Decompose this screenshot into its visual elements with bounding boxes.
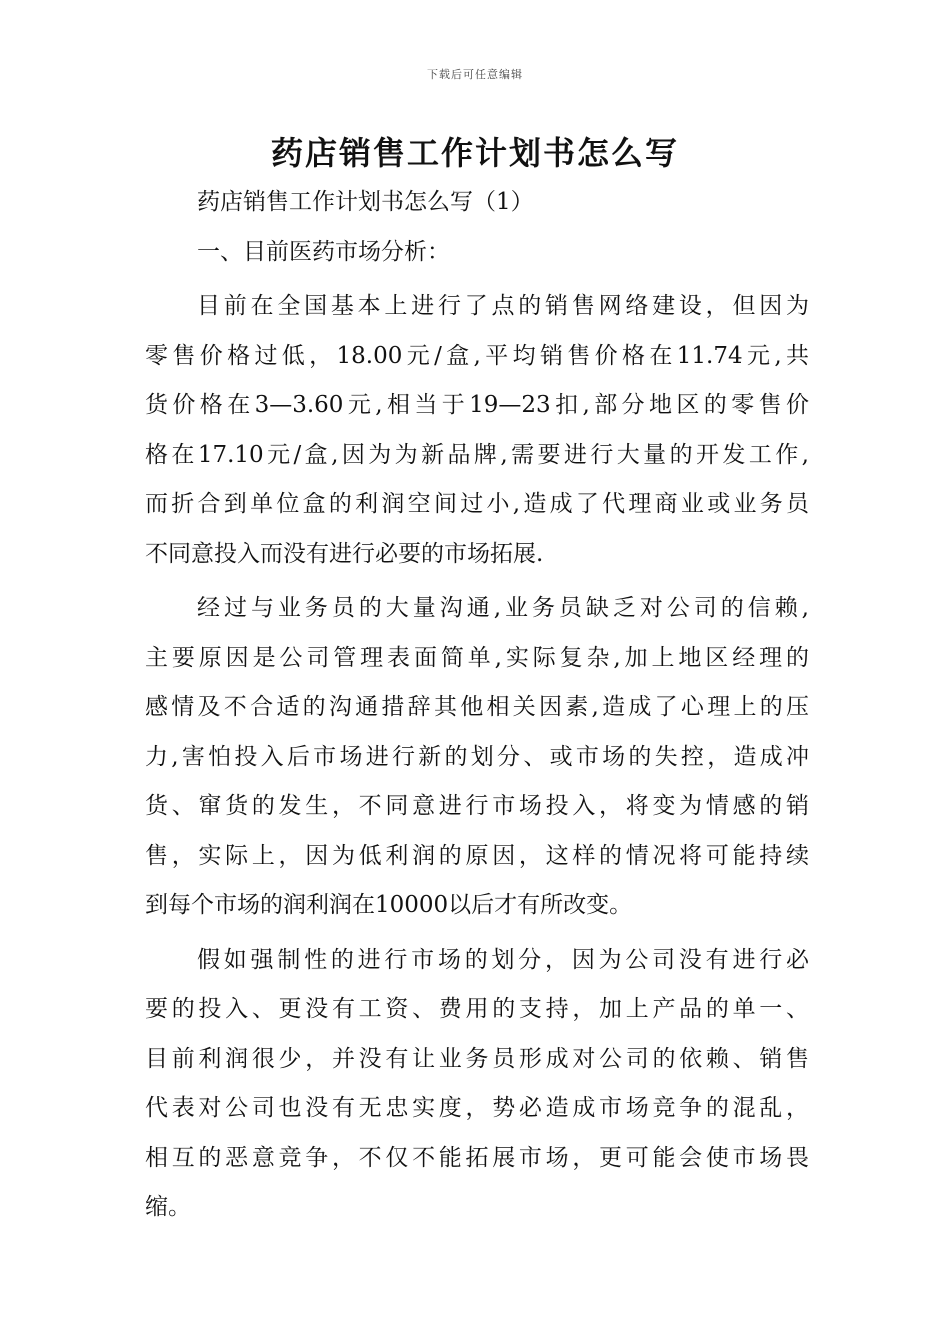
paragraph-line: 经过与业务员的大量沟通,业务员缺乏对公司的信赖, (197, 595, 809, 621)
paragraph-line: 货、窜货的发生，不同意进行市场投入，将变为情感的销 (145, 793, 809, 819)
paragraph-line: 主要原因是公司管理表面简单,实际复杂,加上地区经理的 (145, 644, 809, 671)
section-heading: 一、目前医药市场分析： (197, 238, 450, 265)
paragraph-line: 假如强制性的进行市场的划分，因为公司没有进行必 (197, 946, 809, 973)
paragraph-3 (145, 936, 809, 1233)
paragraph-line: 缩。 (145, 1194, 191, 1220)
paragraph-line: 货价格在3—3.60元,相当于19—23扣,部分地区的零售价 (145, 392, 809, 418)
paragraph-line: 不同意投入而没有进行必要的市场拓展. (145, 540, 544, 567)
paragraph-line: 售，实际上，因为低利润的原因，这样的情况将可能持续 (145, 842, 809, 869)
header-note: 下载后可任意编辑 (427, 68, 523, 81)
paragraph-line: 要的投入、更没有工资、费用的支持，加上产品的单一、 (145, 996, 809, 1022)
paragraph-line: 格在17.10元/盒,因为为新品牌,需要进行大量的开发工作, (145, 441, 809, 468)
document-subtitle: 药店销售工作计划书怎么写（1） (197, 189, 534, 215)
paragraph-line: 感情及不合适的沟通措辞其他相关因素,造成了心理上的压 (145, 694, 809, 720)
paragraph-2 (145, 584, 809, 931)
paragraph-1 (145, 282, 809, 579)
paragraph-line: 目前在全国基本上进行了点的销售网络建设，但因为 (197, 293, 809, 319)
paragraph-line: 相互的恶意竞争，不仅不能拓展市场，更可能会使市场畏 (145, 1144, 809, 1171)
paragraph-line: 代表对公司也没有无忠实度，势必造成市场竞争的混乱， (145, 1095, 809, 1121)
paragraph-line: 力,害怕投入后市场进行新的划分、或市场的失控，造成冲 (145, 743, 809, 770)
paragraph-line: 目前利润很少，并没有让业务员形成对公司的依赖、销售 (145, 1045, 809, 1072)
paragraph-line: 而折合到单位盒的利润空间过小,造成了代理商业或业务员 (145, 491, 809, 517)
paragraph-line: 到每个市场的润利润在10000以后才有所改变。 (145, 892, 633, 918)
document-title: 药店销售工作计划书怎么写 (270, 134, 679, 172)
document-body (145, 178, 809, 1238)
paragraph-line: 零售价格过低，18.00元/盒,平均销售价格在11.74元,共 (145, 342, 809, 369)
